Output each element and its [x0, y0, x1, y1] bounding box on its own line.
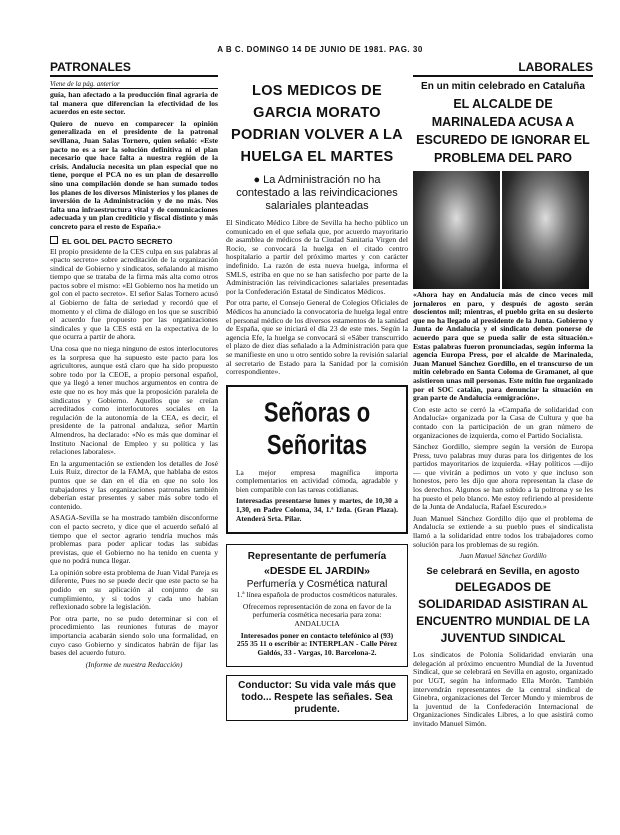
box-bullet-icon: [50, 236, 58, 244]
photo-portrait-right: [502, 171, 589, 289]
article-paragraph: Una cosa que no niega ninguno de estos interlocutores es la sorpresa que ha supuesto este pacto para los agricultores, aunque está claro que ha sido propuesto sobre todo por la CEOE, a propio personal español, que ya llegó a tener muchos argumentos en contra de este que no es hoy más que la proposición paralela de sindicatos y Gobierno. Aquellos que se creían acreditados como interlocutores sociales en la regulación de la autonomía de la CEA, es decir, el presidente de la patronal andaluza, señor Martín Almendros, ha declarado: «No es más que dominar el Instituto Nacional de Empleo y su política y las relaciones laborales».: [50, 344, 218, 457]
subheading-text: EL GOL DEL PACTO SECRETO: [62, 236, 173, 246]
article-byline: (Informe de nuestra Redacción): [85, 659, 183, 669]
article-paragraph: El propio presidente de la CES culpa en sus palabras al «pacto secreto» sobre acreditación de la organización sindical de Gobierno y sindicatos, señalando al mismo tiempo que se trataba de la firma más alta como otros pactos sobre el mismo: «El Gobierno nos ha metido un gol con el pacto secreto». El señor Salas Tornero acusó al Gobierno de falta de seriedad y recordó que el momento y el clima de diálogo en los que se suscribió el acuerdo fue propuesto por las organizaciones sindicales y que la CES está en la expectativa de lo que ocurra a partir de ahora.: [50, 246, 218, 342]
article-paragraph: «Ahora hay en Andalucía más de cinco veces mil jornaleros en paro, y después de agosto serán doscientos mil; mientras, el pueblo grita en su desierto que no ha llegado al presidente de la Junta. Gobierno y Junta de Andalucía y el sindicato deben ponerse de acuerdo para que se pueda salir de esta situación.» Estas palabras fueron pronunciadas, según informa la agencia Europa Press, por el alcalde de Marinaleda, Juan Manuel Sánchez Gordillo, en el transcurso de un mitin celebrado en Santa Coloma de Gramanet, al que asistieron unas mil personas. Este mitin fue organizado por el SOC catalán, para denunciar la situación en gran parte de Andalucía «emigración».: [413, 290, 593, 403]
ad-text: 1.ª línea española de productos cosméticos naturales.: [236, 590, 398, 600]
subheadline-medicos: [226, 174, 408, 213]
ad-title: Señoras o Señoritas: [263, 396, 371, 460]
column-laborales: [413, 60, 593, 830]
article-paragraph: guía, han afectado a la producción final agraria de tal manera que diferencian la efectividad de los acuerdos en este sector.: [50, 90, 218, 117]
headline-marinaleda: EL ALCALDE DE MARINALEDA ACUSA A ESCUREDO DE IGNORAR EL PROBLEMA DEL PARO: [416, 97, 590, 165]
column-patronales: [50, 60, 218, 820]
article-paragraph: Quiero de nuevo en comparecer la opinión generalizada en el presidente de la patronal sevillana, Juan Salas Tornero, quien señaló: «Este pacto no es a ser la solución definitiva ni el plan necesario que hace falta a nuestra región de la crisis. Andalucía necesita un plan especial que no tiene, porque el PCA no es un plan de desarrollo sino una compilación donde se han sumado todos los planes de los diversos Ministerios y los planes de inversión de la Administración y de no más. Nos falta una infraestructura vital y de comunicaciones adecuada y un plan crediticio y fiscal distinto y más concreto para el resto de España.»: [50, 118, 218, 231]
classified-ad-perfumeria: [226, 544, 408, 667]
ad-text: Ofrecemos representación de zona en favor de la perfumería cosmética necesaria para zona: ANDALUCIA: [242, 601, 392, 629]
ad-text: La mejor empresa magnífica importa complementarios en actividad cómoda, agradable y bien compatible con las tareas cotidianas.: [236, 467, 398, 494]
article-paragraph: El Sindicato Médico Libre de Sevilla ha hecho público un comunicado en el que señala que, por acuerdo mayoritario de asamblea de médicos de la Ciudad Sanitaria Virgen del Rocío, se convocará la huelga en el citado centro hospitalario a partir del próximo martes y con carácter indefinido. La razón de esta nueva huelga, informa el SMLS, estriba en que no se han satisfecho por parte de la Administración las reivindicaciones salariales presentadas por la Confederación Estatal de Sindicatos Médicos.: [226, 218, 408, 296]
ad-brand: «DESDE EL JARDIN»: [263, 565, 370, 578]
article-paragraph: En la argumentación se extienden los detalles de José Luis Ruiz, director de la FAMA, que hablaba de estos puntos que se dan en el día en que no solo los trabajadores y las organizaciones patronales también deberían estar presentes y saber más sobre todo el contenido.: [50, 458, 218, 511]
ad-subtitle: Perfumería y Cosmética natural: [246, 579, 388, 591]
article-paragraph: ASAGA-Sevilla se ha mostrado también disconforme con el pacto secreto, y dice que el acuerdo señaló al tiempo que el sector agrario tendría muchos más problemas para poder aplicar todas las subidas previstas, que el Gobierno no ha tenido en cuenta y que no podrá nunca llegar.: [50, 513, 218, 566]
photo-caption: Juan Manuel Sánchez Gordillo: [459, 552, 547, 561]
article-paragraph: Por otra parte, el Consejo General de Colegios Oficiales de Médicos ha anunciado la convocatoria de huelga legal entre el personal médico de los diversos estamentos de la sanidad de España, que se iniciará el día 23 de este mes. Según la agencia Efe, la huelga se convocará si «Sáber transcurrido el plazo de diez días señalado a la Administración para que se manifieste en uno u otro sentido sobre la revisión salarial al secretario de Estado para la Sanidad por la comisión correspondiente».: [226, 298, 408, 377]
bullet-icon: ●: [253, 174, 261, 186]
section-title-patronales: PATRONALES: [50, 60, 218, 77]
classified-ad-senoras: [226, 385, 408, 535]
page-header: A B C. DOMINGO 14 DE JUNIO DE 1981. PAG. 30: [217, 45, 423, 54]
kicker-mitin: En un mitin celebrado en Cataluña: [421, 81, 585, 92]
ad-text: Interesados poner en contacto telefónico al (93) 255 35 11 o escribir a: INTERPLAN - Calle Pérez Galdós, 33 - Vargas, 10. Barcelona-2.: [236, 630, 398, 657]
article-paragraph: Con este acto se cerró la «Campaña de solidaridad con Andalucía» organizada por la Casa de Cultura y que ha contado con la participación de un gran número de organizaciones de izquierda, como el Partido Socialista.: [413, 404, 593, 440]
article-paragraph: Juan Manuel Sánchez Gordillo dijo que el problema de Andalucía se extiende a su pueblo pues el sindicalista llamó a la solidaridad entre todos los trabajadores como solución para los problemas de su región.: [413, 513, 593, 549]
article-paragraph: La opinión sobre esta problema de Juan Vidal Pareja es diferente, Pues no se puede decir que este pacto se ha podido en su aplicación al conjunto de su cumplimiento, y si todos y cada uno habían reflexionado sobre la legislación.: [50, 567, 218, 612]
headline-solidaridad: DELEGADOS DE SOLIDARIDAD ASISTIRAN AL ENCUENTRO MUNDIAL DE LA JUVENTUD SINDICAL: [416, 580, 590, 646]
article-paragraph: Los sindicatos de Polonia Solidaridad enviarán una delegación al próximo encuentro Mundial de la Juventud Sindical, que se celebrará en Sevilla en agosto, organizado por UGT, según ha informado Ella Morón. También intervendrán representantes de la central sindical de Ginebra, organizaciones del Tercer Mundo y miembros de la juventud de la Confederación Internacional de Organizaciones Sindicales Libres, a lo que asistirá como invitado Manuel Simón.: [413, 650, 593, 728]
photo-portrait-left: [413, 171, 500, 289]
ad-heading: Representante de perfumería: [247, 551, 387, 563]
column-medicos: [226, 60, 408, 830]
article-paragraph: Por otra parte, no se pudo determinar si con el procedimiento las reuniones futuras de mayor importancia acabarán siendo solo una formalidad, en cuyo caso Gobierno y sindicatos habrán de fijar las bases del acuerdo futuro.: [50, 613, 218, 658]
ad-text: Interesadas presentarse lunes y martes, de 10,30 a 1,30, en Padre Coloma, 34, 1.ª Izda. (Gran Plaza). Atenderá Srta. Pilar.: [236, 496, 398, 523]
article-paragraph: Sánchez Gordillo, siempre según la versión de Europa Press, tuvo palabras muy duras para los dirigentes de los partidos mayoritarios de izquierda. «Hay políticos —dijo— que vivirán a pedirnos un voto y que incluso son honestos, pero les dijo que ahora representan la clase de los derechos. Algunos se han subido a la poltrona y se les ha puesto el pelo blanco. Me estoy refiriendo al presidente de la Junta de Andalucía, Rafael Escuredo.»: [413, 442, 593, 512]
subheadline-text: La Administración no ha contestado a las reivindicaciones salariales planteadas: [236, 174, 398, 212]
section-title-laborales: LABORALES: [413, 60, 593, 77]
headline-medicos: LOS MEDICOS DE GARCIA MORATO PODRIAN VOLVER A LA HUELGA EL MARTES: [231, 83, 403, 165]
news-photo: [413, 171, 589, 289]
kicker-sevilla: Se celebrará en Sevilla, en agosto: [426, 566, 580, 578]
continued-note: Viene de la pág. anterior: [50, 80, 218, 89]
subheading-pacto-secreto: [50, 236, 218, 246]
traffic-safety-notice: Conductor: Su vida vale más que todo... Respete las señales. Sea prudente.: [226, 675, 408, 721]
